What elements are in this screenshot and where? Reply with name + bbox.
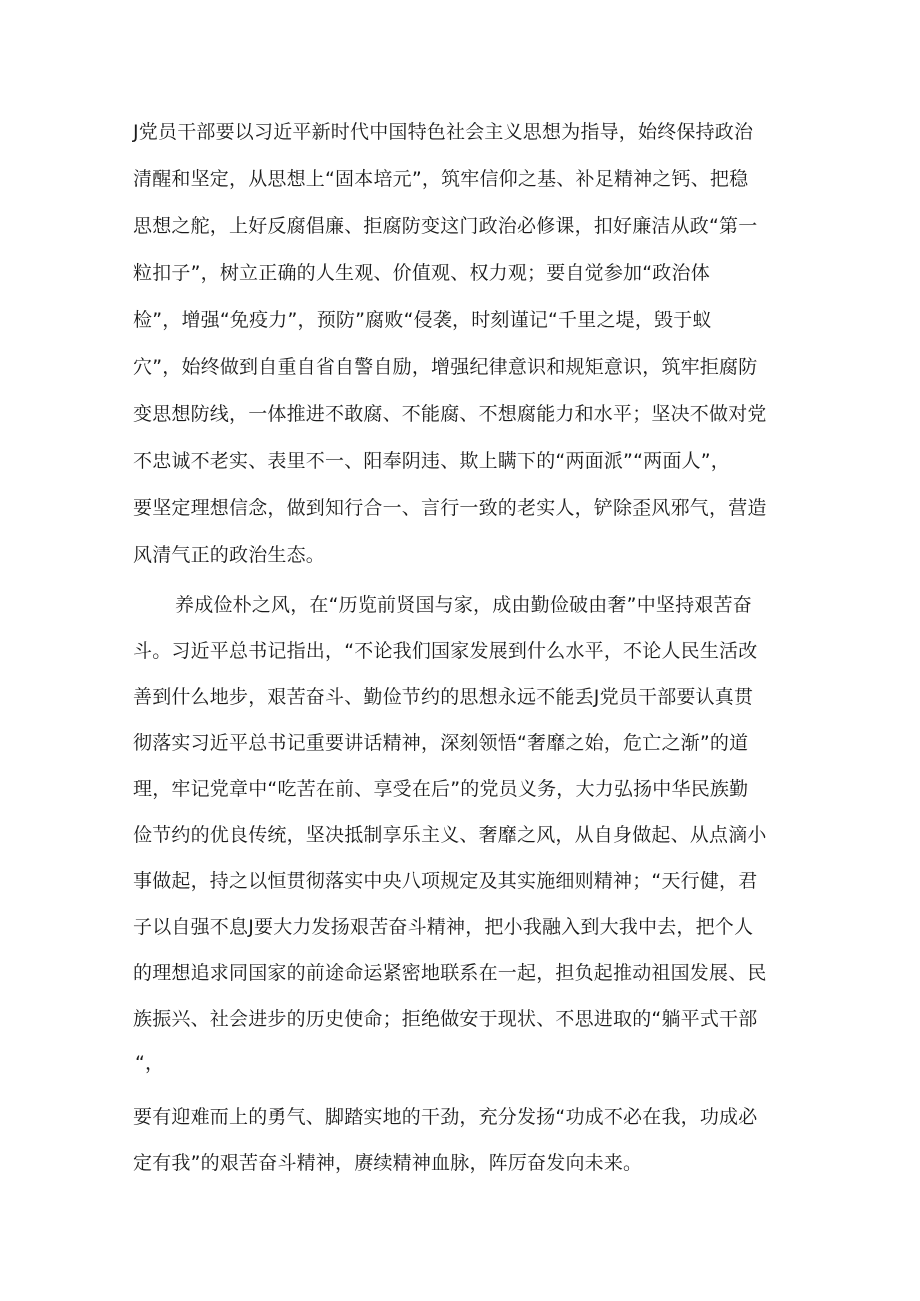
paragraph-1-line-9: 要坚定理想信念，做到知行合一、言行一致的老实人，铲除歪风邪气，营造 — [133, 497, 767, 519]
paragraph-1-line-8: 不忠诚不老实、表里不一、阳奉阴违、欺上瞒下的“两面派”“两面人”， — [133, 450, 730, 472]
paragraph-2-line-13: 定有我”的艰苦奋斗精神，赓续精神血脉，阵厉奋发向未来。 — [133, 1152, 643, 1174]
paragraph-1-line-10: 风清气正的政治生态。 — [133, 544, 326, 566]
paragraph-2-line-1: 养成俭朴之风，在“历览前贤国与家，成由勤俭破由奢”中坚持艰苦奋 — [175, 594, 752, 616]
paragraph-1-line-1: J党员干部要以习近平新时代中国特色社会主义思想为指导，始终保持政治 — [133, 121, 754, 143]
paragraph-2-line-11: “， — [135, 1052, 165, 1074]
paragraph-1-line-4: 粒扣子”，树立正确的人生观、价值观、权力观；要自觉参加“政治体 — [133, 262, 710, 284]
paragraph-1-line-7: 变思想防线，一体推进不敢腐、不能腐、不想腐能力和水平；坚决不做对党 — [133, 403, 767, 425]
paragraph-2-line-8: 子以自强不息J要大力发扬艰苦奋斗精神，把小我融入到大我中去，把个人 — [133, 916, 754, 938]
paragraph-2-line-12: 要有迎难而上的勇气、脚踏实地的干劲，充分发扬“功成不必在我，功成必 — [133, 1106, 758, 1128]
paragraph-2-line-3: 善到什么地步，艰苦奋斗、勤俭节约的思想永远不能丢J党员干部要认真贯 — [133, 686, 754, 708]
paragraph-2-line-6: 俭节约的优良传统，坚决抵制享乐主义、奢靡之风，从自身做起、从点滴小 — [133, 824, 767, 846]
paragraph-1-line-6: 穴”，始终做到自重自省自警自励，增强纪律意识和规矩意识，筑牢拒腐防 — [133, 356, 758, 378]
paragraph-2-line-7: 事做起，持之以恒贯彻落实中央八项规定及其实施细则精神；“天行健，君 — [133, 870, 758, 892]
paragraph-2-line-4: 彻落实习近平总书记重要讲话精神，深刻领悟“奢靡之始，危亡之渐”的道 — [133, 732, 749, 754]
paragraph-2-line-10: 族振兴、社会进步的历史使命；拒绝做安于现状、不思进取的“躺平式干部 — [133, 1008, 758, 1030]
paragraph-1-line-5: 检”，增强“免疫力”，预防”腐败“侵袭，时刻谨记“千里之堤，毁于蚁 — [133, 309, 712, 331]
paragraph-2-line-5: 理，牢记党章中“吃苦在前、享受在后”的党员义务，大力弘扬中华民族勤 — [133, 778, 749, 800]
paragraph-1-line-2: 清醒和坚定，从思想上“固本培元”，筑牢信仰之基、补足精神之钙、把稳 — [133, 168, 749, 190]
paragraph-2-line-9: 的理想追求同国家的前途命运紧密地联系在一起，担负起推动祖国发展、民 — [133, 962, 767, 984]
paragraph-2-line-2: 斗。习近平总书记指出，“不论我们国家发展到什么水平，不论人民生活改 — [133, 640, 758, 662]
paragraph-1-line-3: 思想之舵，上好反腐倡廉、拒腐防变这门政治必修课，扣好廉洁从政“第一 — [133, 215, 758, 237]
